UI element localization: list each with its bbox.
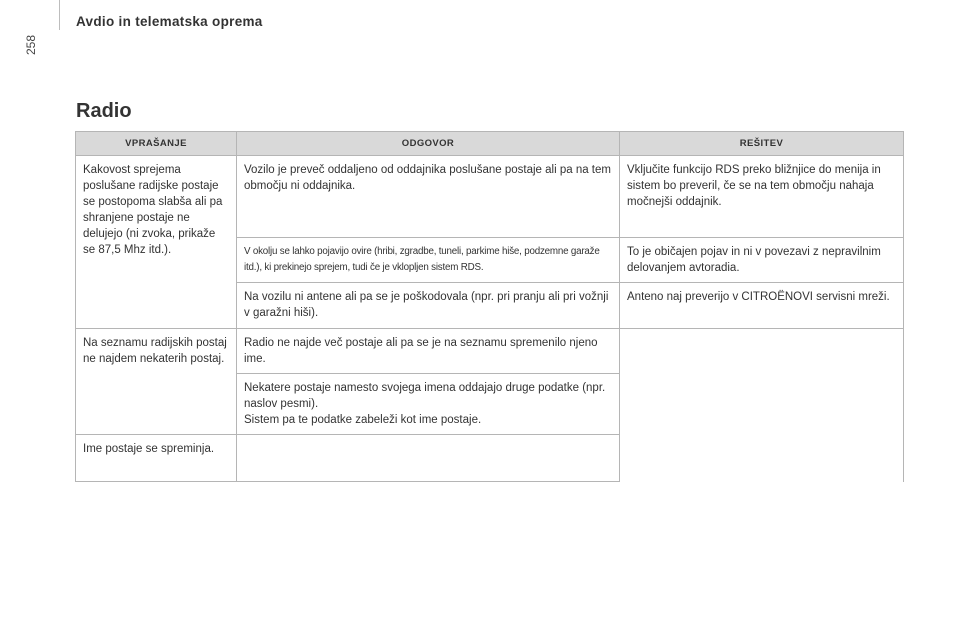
section-title: Radio <box>76 100 132 122</box>
answer-cell: Na vozilu ni antene ali pa se je poškodovala (npr. pri pranju ali pri vožnji v garažni hiši). <box>237 283 620 329</box>
answer-cell: Radio ne najde več postaje ali pa se je na seznamu spremenilo njeno ime. <box>237 329 620 374</box>
answer-cell: V okolju se lahko pojavijo ovire (hribi, zgradbe, tuneli, parkime hiše, podzemne garaže itd.), ki prekinejo sprejem, tudi če je vklopljen sistem RDS. <box>237 238 620 283</box>
table-row <box>76 329 904 374</box>
question-cell: Kakovost sprejema poslušane radijske postaje se postopoma slabša ali pa shranjene postaje ne delujejo (ni zvoka, prikaže se 87,5 Mhz itd.). <box>76 156 237 329</box>
solution-cell: To je običajen pojav in ni v povezavi z nepravilnim delovanjem avtoradia. <box>620 238 904 283</box>
answer-cell: Nekatere postaje namesto svojega imena oddajajo druge podatke (npr. naslov pesmi). Sistem pa te podatke zabeleži kot ime postaje. <box>237 374 620 435</box>
header-title: Avdio in telematska oprema <box>76 14 263 29</box>
question-cell: Na seznamu radijskih postaj ne najdem nekaterih postaj. <box>76 329 237 435</box>
question-cell: Ime postaje se spreminja. <box>76 435 237 482</box>
solution-cell: Anteno naj preverijo v CITROËNOVI servisni mreži. <box>620 283 904 329</box>
header-divider <box>59 0 60 30</box>
page-number: 258 <box>24 34 38 55</box>
column-header-solution: REŠITEV <box>620 132 904 156</box>
solution-cell: Vključite funkcijo RDS preko bližnjice do menija in sistem bo preveril, če se na tem območju nahaja močnejši oddajnik. <box>620 156 904 238</box>
table-row <box>76 156 904 238</box>
table-header-row <box>76 132 904 156</box>
answer-cell <box>237 435 620 482</box>
solution-cell <box>620 329 904 482</box>
column-header-answer: ODGOVOR <box>237 132 620 156</box>
troubleshooting-table <box>75 131 904 482</box>
answer-cell: Vozilo je preveč oddaljeno od oddajnika poslušane postaje ali pa na tem območju ni oddajnika. <box>237 156 620 238</box>
column-header-question: VPRAŠANJE <box>76 132 237 156</box>
